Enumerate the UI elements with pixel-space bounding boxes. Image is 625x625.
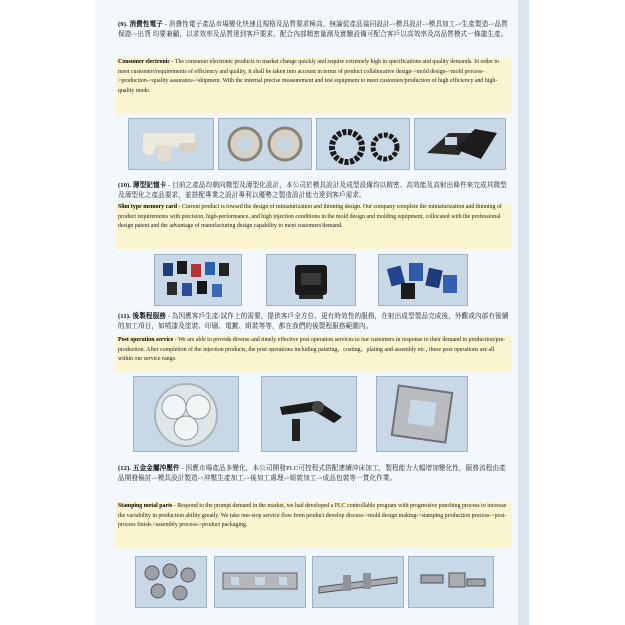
section-9-zh-body: - 消費性電子產品市場變化快速且規格及品質要求極高，無論從產品協同設計->模具設計->模具加工->生產製造->品質保證->出貨 均要兼顧，以求效率及品質達到客戶要求，配合內部精密量測及實驗設備可配合客戶以高效率及高品質模式一條龍生產。 bbox=[118, 21, 508, 38]
section-11-zh-text bbox=[118, 312, 510, 331]
section-10-zh-title: (10). 薄型記憶卡 bbox=[118, 182, 167, 189]
section-11-photo-1 bbox=[133, 376, 239, 452]
section-10-en-title: Slim type memory card bbox=[118, 204, 178, 210]
section-12-zh-body: - 因應市場產品多變化，本公司開發PLC可控程式搭配連續沖床加工，製程能力大幅增加變化性，服務流程由產品開發檢討->模具設計製造->沖壓生產加工->後加工處理->組裝加工->成品包裝等一貫化作業。 bbox=[118, 465, 506, 482]
section-11-en-body: - We are able to provide diverse and timely effective post operation services to our customers in response to their demand in production/pre-production. After completion of the injection products, the post operations including painting、coating、plating and assembly etc., these post operations are all within our service range. bbox=[118, 337, 506, 363]
section-11-zh-body: - 為因應客戶生產/試作上的需要，提供客戶全方位、更有時效性的服務，在射出成型製品完成後，外觀或內部有後續的加工項目，如噴漆及塗裝、印刷、電鍍、組裝等等，都在我們的後製程服務範圍內。 bbox=[118, 313, 509, 330]
section-9-photo-1 bbox=[128, 118, 214, 170]
section-11-photo-2 bbox=[261, 376, 357, 452]
page-edge-stripe bbox=[518, 0, 529, 625]
section-10-zh-body: - 目前之產品均朝向微型及薄型化設計，本公司於模具設計及成型設備均以精密、高效能及高射出條件來完成其微型及薄型化之產品要求，並搭配專業之設計專利以優勢之製造設計能力達到客戶需求。 bbox=[118, 182, 507, 199]
section-12-en-body: - Respond to the prompt demand in the market, we had developed a PLC controllable program with progressive punching process to increase the variability in production ability greatly. We take one-stop service flow from product develop discuss->mold design making->stamping production process->post-process finish->assembly process->product packaging. bbox=[118, 503, 507, 529]
section-11-en-title: Post operation service bbox=[118, 337, 174, 343]
section-10-en-box bbox=[116, 203, 512, 249]
section-12-photo-2 bbox=[214, 556, 306, 608]
section-9-photo-4 bbox=[414, 118, 506, 170]
section-9-zh-text bbox=[118, 20, 510, 39]
section-10-photo-2 bbox=[266, 254, 356, 306]
section-12-en-box bbox=[116, 502, 512, 548]
section-9-photo-3 bbox=[316, 118, 410, 170]
section-11-photo-3 bbox=[376, 376, 468, 452]
section-10-photo-1 bbox=[154, 254, 242, 306]
section-10-zh-text bbox=[118, 181, 510, 200]
section-12-photo-1 bbox=[135, 556, 207, 608]
section-9-en-body: - The consumer electronic products to market change quickly and require extremely high in specifications and quality demands. In order to meet customers'requirements of efficiency and quality, it shall be taken into account in terms of product collaborative design->mold design->mold process->production->quality assurance->shipment. With the internal precise measurement and test equipment to meet customers'production of high efficiency and high-quality mode. bbox=[118, 59, 499, 95]
section-9-zh-title: (9). 消費性電子 bbox=[118, 21, 163, 28]
section-12-photo-3 bbox=[312, 556, 404, 608]
section-12-en-title: Stamping metal parts bbox=[118, 503, 173, 509]
section-10-photo-3 bbox=[378, 254, 468, 306]
section-12-photo-4 bbox=[408, 556, 494, 608]
section-11-zh-title: (11). 後製程服務 bbox=[118, 313, 166, 320]
section-9-en-box bbox=[116, 58, 512, 114]
section-9-en-title: Consumer electronic bbox=[118, 59, 170, 65]
section-12-zh-title: (12). 五金金屬沖壓件 bbox=[118, 465, 180, 472]
section-9-photo-2 bbox=[218, 118, 312, 170]
section-10-en-body: - Current product is toward the design of miniaturization and thinning design. Our company complete the miniaturization and thinning of product requirements with precision, high-performance, and high injection conditions in the mold design and molding equipment, collocated with the professional design patent and the advantage of manufacturing design capability to meet customers'demand. bbox=[118, 204, 502, 230]
section-11-en-box bbox=[116, 336, 512, 372]
section-12-zh-text bbox=[118, 464, 510, 483]
